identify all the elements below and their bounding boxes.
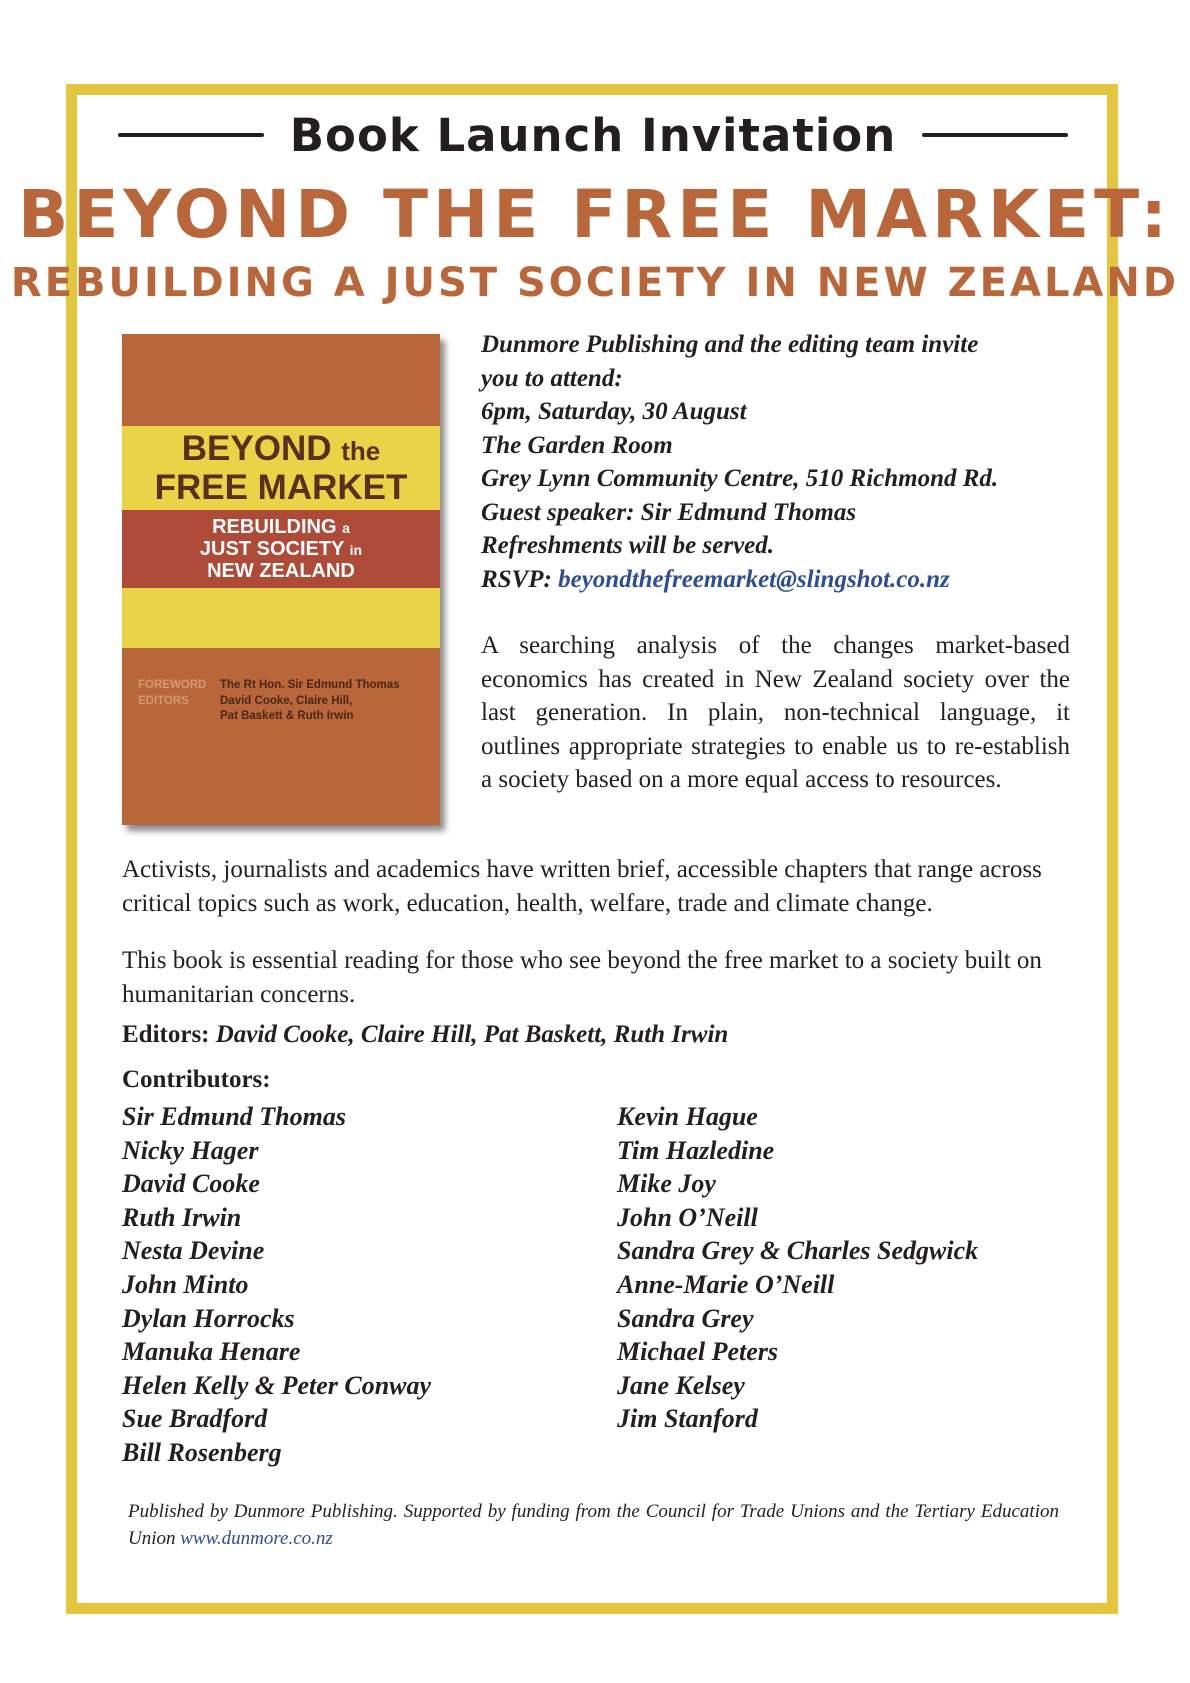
cover-title-line1: BEYOND the (181, 429, 381, 468)
cover-foreword-value: The Rt Hon. Sir Edmund Thomas (220, 679, 400, 691)
list-item: Manuka Henare (122, 1337, 301, 1367)
guest-speaker: Guest speaker: Sir Edmund Thomas (481, 498, 857, 526)
list-item: Kevin Hague (617, 1102, 758, 1131)
editors-names: David Cooke, Claire Hill, Pat Baskett, Ruth Irwin (215, 1021, 729, 1048)
chapters-paragraph: Activists, journalists and academics have written brief, accessible chapters that range across critical topics such as work, education, health, welfare, trade and climate change. (122, 856, 1042, 917)
list-item: Nicky Hager (122, 1135, 259, 1165)
cover-subtitle-line2: JUST SOCIETY in (199, 538, 363, 560)
list-item: Sandra Grey (617, 1303, 754, 1333)
event-details (481, 328, 998, 596)
cover-subtitle-line3: NEW ZEALAND (207, 560, 355, 582)
cover-subtitle-line1: REBUILDING a (212, 516, 350, 538)
list-item: Sue Bradford (122, 1404, 268, 1434)
event-room: The Garden Room (481, 431, 673, 459)
contributors-list-left (122, 1100, 431, 1470)
list-item: Michael Peters (617, 1337, 779, 1367)
contributors-list-right (617, 1100, 978, 1436)
heading-rule-left (118, 133, 264, 137)
cover-editors-label: EDITORS (138, 695, 189, 707)
refreshments-note: Refreshments will be served. (481, 532, 775, 559)
cover-editors-value-2: Pat Baskett & Ruth Irwin (220, 710, 354, 722)
editors-line (122, 1021, 728, 1049)
heading-rule-right (922, 133, 1068, 137)
rsvp-line (481, 563, 998, 597)
list-item: Ruth Irwin (122, 1202, 242, 1232)
invitation-heading: Book Launch Invitation (289, 108, 897, 162)
list-item: Jane Kelsey (617, 1370, 745, 1400)
event-date: 6pm, Saturday, 30 August (481, 398, 747, 425)
publisher-footer (128, 1498, 1059, 1552)
event-venue: Grey Lynn Community Centre, 510 Richmond Rd. (481, 465, 999, 492)
list-item: Nesta Devine (122, 1236, 265, 1266)
cover-editors-value: David Cooke, Claire Hill, (220, 695, 353, 707)
list-item: David Cooke (122, 1169, 260, 1199)
footer-text: Published by Dunmore Publishing. Supported by funding from the Council for Trade Unions and the Tertiary Education Union (128, 1501, 1059, 1549)
book-title: BEYOND THE FREE MARKET: (18, 176, 1172, 253)
book-description: A searching analysis of the changes market-based economics has created in New Zealand society over the last generation. In plain, non-technical language, it outlines appropriate strategies to enable us to re-establish a society based on a more equal access to resources. (481, 632, 1070, 793)
rsvp-email-link[interactable]: beyondthefreemarket@slingshot.co.nz (558, 565, 950, 593)
details-line: you to attend: (481, 364, 623, 392)
list-item: Tim Hazledine (617, 1135, 775, 1165)
list-item: Sir Edmund Thomas (122, 1102, 346, 1131)
list-item: Helen Kelly & Peter Conway (122, 1370, 432, 1400)
cover-foreword-label: FOREWORD (138, 679, 207, 691)
cover-title-line2: FREE MARKET (154, 468, 408, 507)
list-item: John O’Neill (617, 1202, 758, 1232)
list-item: Sandra Grey & Charles Sedgwick (617, 1236, 979, 1266)
essential-reading-paragraph: This book is essential reading for those who see beyond the free market to a society built on humanitarian concerns. (122, 947, 1042, 1008)
details-line: Dunmore Publishing and the editing team invite (481, 331, 979, 358)
dunmore-website-link[interactable]: www.dunmore.co.nz (180, 1528, 333, 1549)
rsvp-label: RSVP: (481, 565, 552, 593)
heading-row (118, 103, 1068, 167)
book-subtitle: REBUILDING A JUST SOCIETY IN NEW ZEALAND (10, 260, 1180, 306)
editors-label: Editors: (122, 1021, 210, 1048)
list-item: Jim Stanford (617, 1404, 758, 1434)
list-item: Mike Joy (617, 1169, 716, 1199)
list-item: Anne-Marie O’Neill (617, 1269, 835, 1299)
list-item: Dylan Horrocks (122, 1303, 295, 1333)
book-cover-image (122, 334, 440, 825)
list-item: John Minto (122, 1269, 249, 1299)
list-item: Bill Rosenberg (122, 1437, 282, 1467)
contributors-label: Contributors: (122, 1066, 271, 1093)
